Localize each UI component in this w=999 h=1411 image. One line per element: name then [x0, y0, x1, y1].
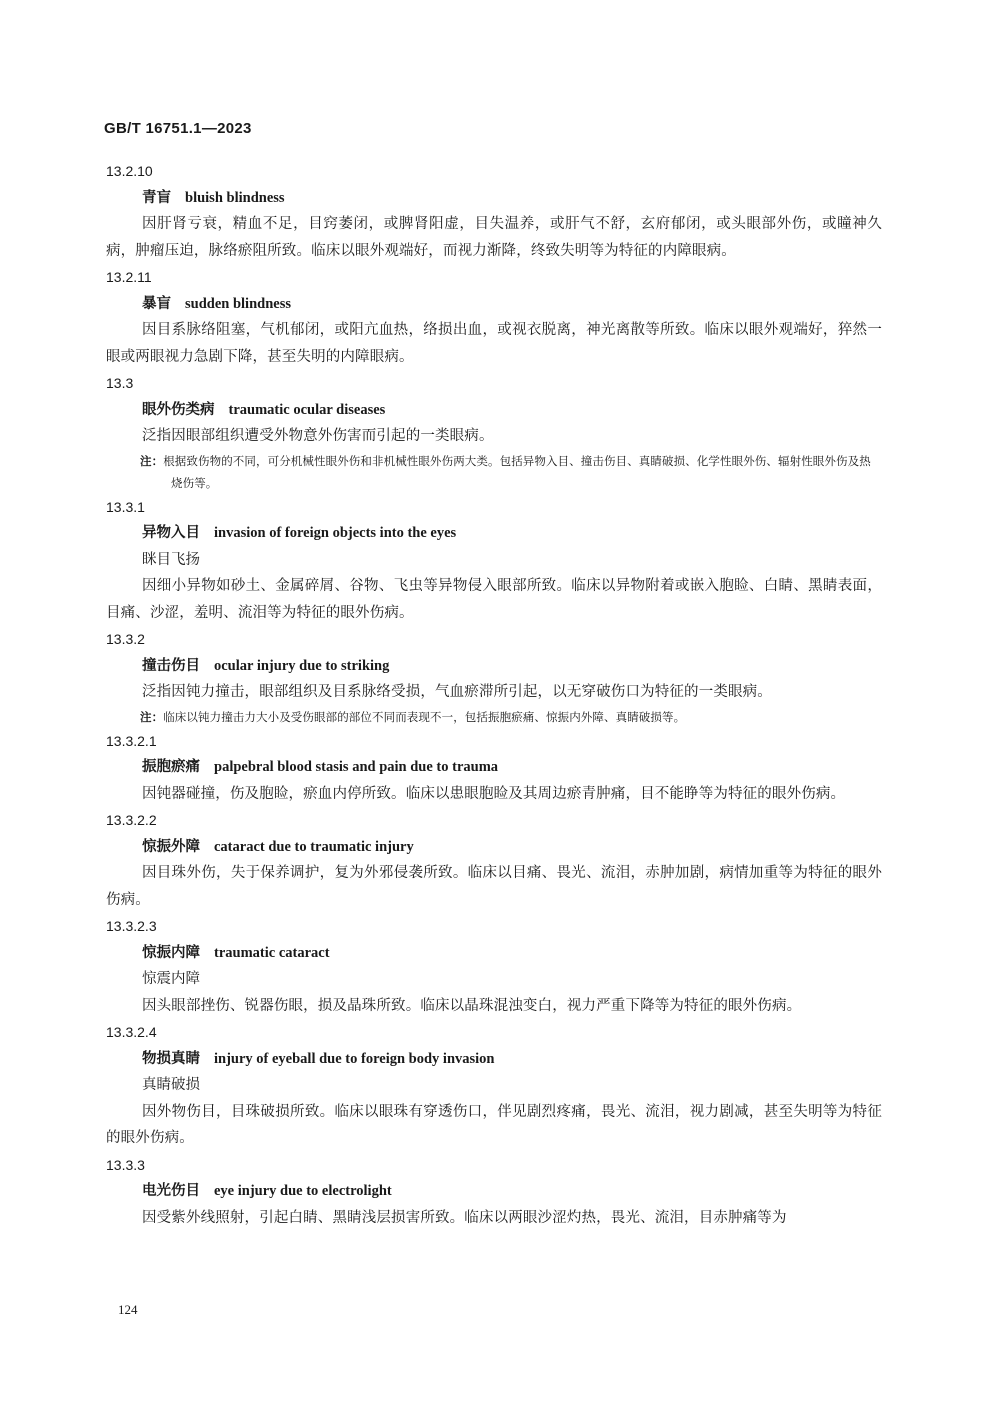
term-heading: [106, 520, 882, 547]
clause-number: 13.3.2.2: [106, 812, 157, 828]
term-synonym: 真睛破损: [142, 1077, 200, 1093]
term-chinese: 异物入目: [142, 525, 200, 541]
term-heading: [106, 1178, 882, 1205]
term-chinese: 撞击伤目: [142, 657, 200, 674]
term-chinese: 物损真睛: [142, 1050, 200, 1067]
term-heading: [106, 834, 882, 861]
term-heading: [106, 185, 882, 212]
term-english: traumatic cataract: [214, 944, 330, 961]
term-english: ocular injury due to striking: [214, 657, 390, 674]
term-heading: [106, 754, 882, 781]
term-chinese: 青盲: [142, 189, 171, 206]
term-synonym: 眯目飞扬: [142, 551, 200, 568]
term-definition: 因头眼部挫伤、锐器伤眼，损及晶珠所致。临床以晶珠混浊变白，视力严重下降等为特征的眼外伤病。: [142, 997, 802, 1014]
term-heading: [106, 291, 882, 318]
term-definition: 因目系脉络阻塞，气机郁闭，或阳亢血热，络损出血，或视衣脱离，神光离散等所致。临床以眼外观端好，猝然一眼或两眼视力急剧下降，甚至失明的内障眼病。: [106, 322, 882, 365]
term-chinese: 暴盲: [142, 295, 171, 312]
term-chinese: 惊振内障: [142, 944, 200, 961]
term-definition: 因肝肾亏衰，精血不足，目窍萎闭，或脾肾阳虚，目失温养，或肝气不舒，玄府郁闭，或头眼部外伤，或瞳神久病，肿瘤压迫，脉络瘀阻所致。临床以眼外观端好，而视力渐降，终致失明等为特征的内障眼病。: [106, 216, 882, 259]
note-text: 根据致伤物的不同，可分机械性眼外伤和非机械性眼外伤两大类。包括异物入目、撞击伤目、真睛破损、化学性眼外伤、辐射性眼外伤及热烧伤等。: [163, 453, 871, 490]
term-synonym: 惊震内障: [142, 971, 200, 987]
term-english: bluish blindness: [185, 189, 285, 206]
clause-number: 13.3.1: [106, 498, 145, 515]
term-heading: [106, 940, 882, 967]
term-english: traumatic ocular diseases: [228, 401, 386, 418]
term-heading: [106, 397, 882, 424]
term-definition: 泛指因钝力撞击，眼部组织及目系脉络受损，气血瘀滞所引起，以无穿破伤口为特征的一类眼病。: [142, 684, 772, 700]
term-english: palpebral blood stasis and pain due to trauma: [214, 759, 499, 775]
term-definition: 因钝器碰撞，伤及胞睑，瘀血内停所致。临床以患眼胞睑及其周边瘀青肿痛，目不能睁等为特征的眼外伤病。: [142, 785, 846, 802]
note-text: 临床以钝力撞击力大小及受伤眼部的部位不同而表现不一，包括振胞瘀痛、惊振内外障、真睛破损等。: [163, 709, 686, 724]
term-heading: [106, 653, 882, 680]
note: [106, 450, 882, 494]
clause-number: 13.3: [106, 375, 134, 391]
clause-number: 13.3.2.1: [106, 732, 157, 749]
term-english: sudden blindness: [185, 295, 291, 312]
clause-number: 13.3.2: [106, 631, 145, 647]
term-english: invasion of foreign objects into the eyes: [214, 525, 457, 541]
clause-number: 13.3.2.4: [106, 1024, 157, 1040]
document-body: [106, 158, 882, 1231]
term-definition: 因目珠外伤，失于保养调护，复为外邪侵袭所致。临床以目痛、畏光、流泪，赤肿加剧，病情加重等为特征的眼外伤病。: [106, 865, 882, 908]
standard-code: GB/T 16751.1—2023: [104, 120, 252, 137]
term-definition: 因外物伤目，目珠破损所致。临床以眼珠有穿透伤口，伴见剧烈疼痛，畏光、流泪，视力剧减，甚至失明等为特征的眼外伤病。: [106, 1103, 882, 1146]
term-chinese: 电光伤目: [142, 1183, 200, 1199]
term-definition: 泛指因眼部组织遭受外物意外伤害而引起的一类眼病。: [142, 428, 494, 444]
term-english: cataract due to traumatic injury: [214, 838, 414, 855]
note-label: 注：: [140, 709, 164, 724]
term-heading: [106, 1046, 882, 1073]
note-label: 注：: [140, 453, 164, 468]
term-definition: 因受紫外线照射，引起白睛、黑睛浅层损害所致。临床以两眼沙涩灼热，畏光、流泪，目赤肿痛等为: [142, 1209, 787, 1226]
page-number: 124: [118, 1302, 138, 1317]
clause-number: 13.3.2.3: [106, 918, 157, 934]
note: [106, 706, 882, 728]
term-chinese: 振胞瘀痛: [142, 759, 200, 775]
term-english: eye injury due to electrolight: [214, 1183, 392, 1199]
clause-number: 13.3.3: [106, 1156, 145, 1173]
term-chinese: 惊振外障: [142, 838, 200, 855]
term-english: injury of eyeball due to foreign body invasion: [214, 1050, 495, 1067]
clause-number: 13.2.10: [106, 163, 153, 179]
term-definition: 因细小异物如砂土、金属碎屑、谷物、飞虫等异物侵入眼部所致。临床以异物附着或嵌入胞睑、白睛、黑睛表面，目痛、沙涩，羞明、流泪等为特征的眼外伤病。: [106, 578, 882, 621]
clause-number: 13.2.11: [106, 269, 152, 285]
term-chinese: 眼外伤类病: [142, 401, 215, 418]
